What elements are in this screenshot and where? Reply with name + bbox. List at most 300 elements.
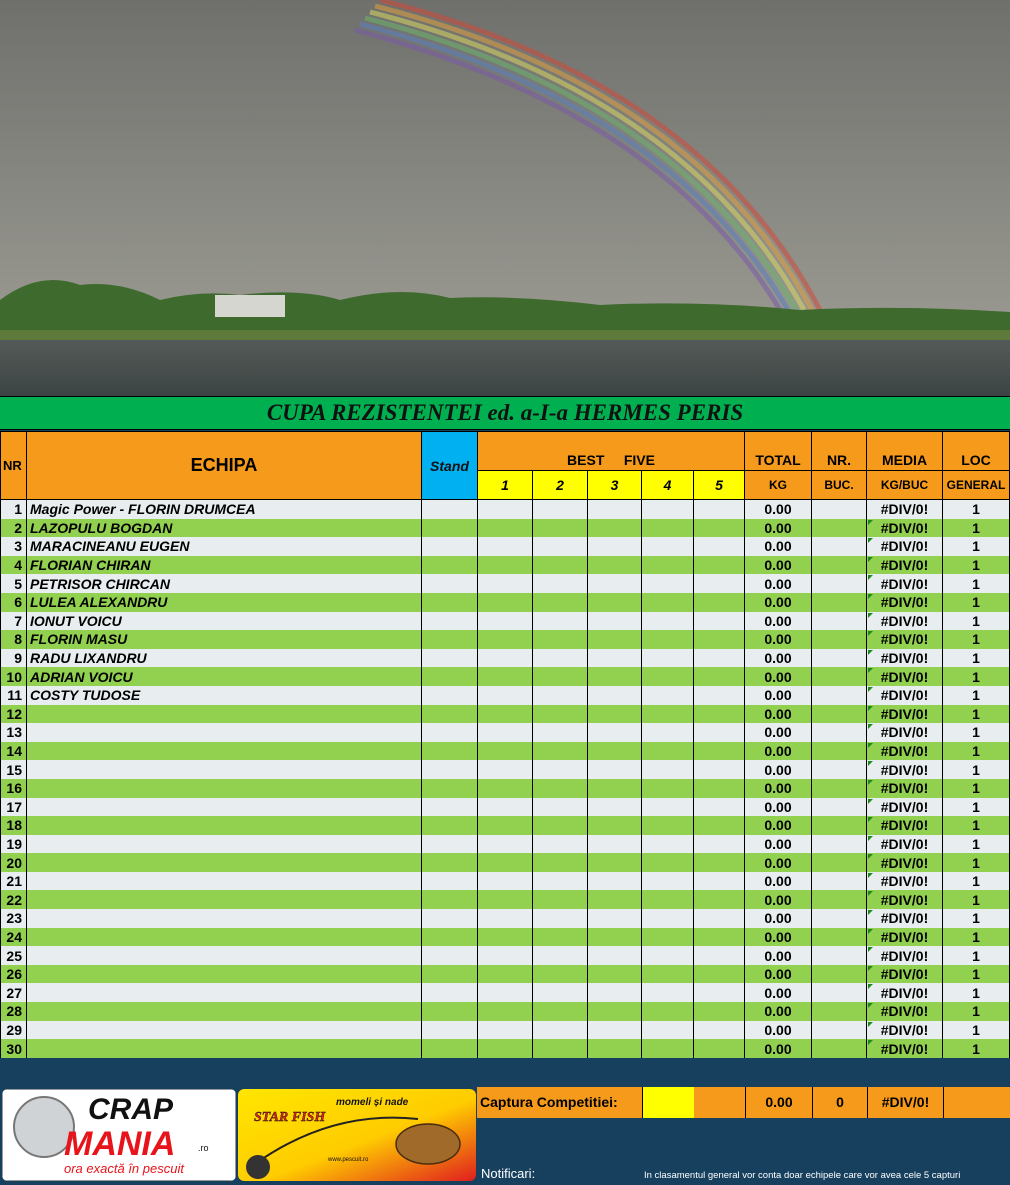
row-media: [867, 612, 943, 631]
row-media-value: #DIV/0!: [880, 519, 929, 536]
table-row: [1, 705, 1010, 724]
row-catch-2-cell: [533, 890, 588, 909]
row-catch-5-cell: [694, 686, 745, 705]
row-catch-5-cell: [694, 946, 745, 965]
row-catch-2-cell: [533, 723, 588, 742]
row-total-kg: 0.00: [745, 500, 812, 519]
row-media: [867, 798, 943, 817]
row-loc-general: 1: [943, 779, 1010, 798]
error-indicator-icon: [868, 668, 873, 673]
row-nr: 8: [1, 630, 27, 649]
row-catch-3-cell: [588, 983, 642, 1002]
table-row: [1, 667, 1010, 686]
header-nr-buc: NR.: [812, 432, 867, 471]
row-catch-3-cell: [588, 798, 642, 817]
row-nr: 13: [1, 723, 27, 742]
row-catch-1-cell: [478, 556, 533, 575]
row-catch-1-cell: [478, 928, 533, 947]
row-stand-cell: [422, 1002, 478, 1021]
header-loc-unit: GENERAL: [943, 471, 1010, 500]
row-catch-4-cell: [642, 835, 694, 854]
row-catch-2-cell: [533, 816, 588, 835]
row-media: [867, 1021, 943, 1040]
row-nr-buc-cell: [812, 574, 867, 593]
row-stand-cell: [422, 556, 478, 575]
table-row: [1, 500, 1010, 519]
row-nr: 17: [1, 798, 27, 817]
row-nr: 30: [1, 1039, 27, 1058]
error-indicator-icon: [868, 891, 873, 896]
row-stand-cell: [422, 649, 478, 668]
row-media: [867, 909, 943, 928]
row-total-kg: 0.00: [745, 1039, 812, 1058]
competition-catch-blank: [642, 1087, 694, 1118]
row-total-kg: 0.00: [745, 983, 812, 1002]
error-indicator-icon: [868, 761, 873, 766]
error-indicator-icon: [868, 836, 873, 841]
row-nr-buc-cell: [812, 686, 867, 705]
row-catch-2-cell: [533, 835, 588, 854]
row-stand-cell: [422, 537, 478, 556]
error-indicator-icon: [868, 594, 873, 599]
row-catch-1-cell: [478, 909, 533, 928]
row-total-kg: 0.00: [745, 723, 812, 742]
error-indicator-icon: [868, 557, 873, 562]
row-media: [867, 890, 943, 909]
row-catch-2-cell: [533, 500, 588, 519]
row-catch-2-cell: [533, 798, 588, 817]
header-catch-1: 1: [478, 471, 533, 500]
row-media-value: #DIV/0!: [880, 687, 929, 704]
row-catch-1-cell: [478, 667, 533, 686]
crapmania-logo-tagline: ora exactă în pescuit: [64, 1161, 184, 1176]
row-team-name: MARACINEANU EUGEN: [27, 537, 422, 556]
row-catch-1-cell: [478, 965, 533, 984]
error-indicator-icon: [868, 743, 873, 748]
header-stand: Stand: [422, 432, 478, 500]
row-stand-cell: [422, 983, 478, 1002]
row-catch-2-cell: [533, 1002, 588, 1021]
competition-catch-label: Captura Competitiei:: [477, 1087, 642, 1118]
row-total-kg: 0.00: [745, 872, 812, 891]
row-team-name: [27, 965, 422, 984]
row-total-kg: 0.00: [745, 612, 812, 631]
row-team-name: [27, 872, 422, 891]
row-catch-2-cell: [533, 946, 588, 965]
competition-catch-loc: [943, 1087, 1010, 1118]
competition-title: CUPA REZISTENTEI ed. a-I-a HERMES PERIS: [0, 396, 1010, 430]
row-catch-4-cell: [642, 556, 694, 575]
row-catch-4-cell: [642, 537, 694, 556]
row-loc-general: 1: [943, 519, 1010, 538]
row-nr: 25: [1, 946, 27, 965]
row-catch-5-cell: [694, 835, 745, 854]
starfish-logo-url: www.pescuit.ro: [328, 1157, 369, 1163]
row-media: [867, 593, 943, 612]
row-catch-4-cell: [642, 909, 694, 928]
row-media: [867, 723, 943, 742]
row-media-value: #DIV/0!: [880, 668, 929, 685]
row-loc-general: 1: [943, 1002, 1010, 1021]
row-team-name: [27, 1002, 422, 1021]
row-stand-cell: [422, 779, 478, 798]
row-catch-1-cell: [478, 853, 533, 872]
row-catch-2-cell: [533, 853, 588, 872]
row-team-name: [27, 1021, 422, 1040]
row-nr-buc-cell: [812, 853, 867, 872]
row-team-name: Magic Power - FLORIN DRUMCEA: [27, 500, 422, 519]
row-loc-general: 1: [943, 798, 1010, 817]
row-nr: 23: [1, 909, 27, 928]
table-row: [1, 779, 1010, 798]
header-photo-rainbow-lake: [0, 0, 1010, 396]
row-loc-general: 1: [943, 574, 1010, 593]
row-total-kg: 0.00: [745, 965, 812, 984]
row-catch-5-cell: [694, 872, 745, 891]
error-indicator-icon: [868, 947, 873, 952]
row-catch-2-cell: [533, 760, 588, 779]
row-loc-general: 1: [943, 853, 1010, 872]
row-media-value: #DIV/0!: [880, 817, 929, 834]
row-catch-2-cell: [533, 742, 588, 761]
row-loc-general: 1: [943, 500, 1010, 519]
row-catch-2-cell: [533, 872, 588, 891]
row-nr: 12: [1, 705, 27, 724]
table-row: [1, 760, 1010, 779]
row-catch-3-cell: [588, 965, 642, 984]
row-media-value: #DIV/0!: [880, 910, 929, 927]
row-catch-4-cell: [642, 1039, 694, 1058]
row-nr-buc-cell: [812, 1039, 867, 1058]
row-media-value: #DIV/0!: [880, 780, 929, 797]
row-stand-cell: [422, 890, 478, 909]
row-total-kg: 0.00: [745, 779, 812, 798]
row-catch-1-cell: [478, 983, 533, 1002]
row-media-value: #DIV/0!: [880, 557, 929, 574]
row-catch-3-cell: [588, 779, 642, 798]
row-loc-general: 1: [943, 537, 1010, 556]
error-indicator-icon: [868, 799, 873, 804]
row-nr: 28: [1, 1002, 27, 1021]
header-total: TOTAL: [745, 432, 812, 471]
row-loc-general: 1: [943, 649, 1010, 668]
row-loc-general: 1: [943, 890, 1010, 909]
error-indicator-icon: [868, 873, 873, 878]
row-team-name: PETRISOR CHIRCAN: [27, 574, 422, 593]
row-stand-cell: [422, 928, 478, 947]
row-loc-general: 1: [943, 705, 1010, 724]
row-stand-cell: [422, 1039, 478, 1058]
table-row: [1, 965, 1010, 984]
row-nr-buc-cell: [812, 556, 867, 575]
row-catch-4-cell: [642, 872, 694, 891]
row-team-name: [27, 983, 422, 1002]
row-media-value: #DIV/0!: [880, 724, 929, 741]
row-stand-cell: [422, 798, 478, 817]
row-team-name: [27, 816, 422, 835]
row-media: [867, 816, 943, 835]
table-row: [1, 612, 1010, 631]
row-team-name: FLORIN MASU: [27, 630, 422, 649]
row-media-value: #DIV/0!: [880, 612, 929, 629]
error-indicator-icon: [868, 575, 873, 580]
table-row: [1, 928, 1010, 947]
row-team-name: [27, 835, 422, 854]
competition-catch-filler: [694, 1087, 745, 1118]
row-stand-cell: [422, 872, 478, 891]
row-stand-cell: [422, 667, 478, 686]
row-catch-2-cell: [533, 705, 588, 724]
row-total-kg: 0.00: [745, 556, 812, 575]
row-media: [867, 835, 943, 854]
row-catch-4-cell: [642, 798, 694, 817]
row-media: [867, 946, 943, 965]
row-media-value: #DIV/0!: [880, 947, 929, 964]
row-loc-general: 1: [943, 1021, 1010, 1040]
row-catch-3-cell: [588, 519, 642, 538]
error-indicator-icon: [868, 929, 873, 934]
crapmania-logo-suffix: .ro: [198, 1143, 209, 1153]
row-catch-3-cell: [588, 890, 642, 909]
row-nr-buc-cell: [812, 798, 867, 817]
row-catch-2-cell: [533, 1021, 588, 1040]
row-catch-4-cell: [642, 1002, 694, 1021]
row-nr: 15: [1, 760, 27, 779]
row-catch-4-cell: [642, 686, 694, 705]
error-indicator-icon: [868, 1003, 873, 1008]
table-row: [1, 1021, 1010, 1040]
row-catch-4-cell: [642, 890, 694, 909]
row-stand-cell: [422, 612, 478, 631]
row-media-value: #DIV/0!: [880, 631, 929, 648]
row-catch-1-cell: [478, 1039, 533, 1058]
table-row: [1, 1002, 1010, 1021]
row-loc-general: 1: [943, 816, 1010, 835]
row-team-name: [27, 742, 422, 761]
row-nr-buc-cell: [812, 835, 867, 854]
row-catch-2-cell: [533, 779, 588, 798]
row-catch-3-cell: [588, 593, 642, 612]
row-catch-3-cell: [588, 649, 642, 668]
error-indicator-icon: [868, 706, 873, 711]
table-row: [1, 798, 1010, 817]
table-row: [1, 630, 1010, 649]
row-catch-4-cell: [642, 612, 694, 631]
row-media: #DIV/0!: [867, 500, 943, 519]
row-media-value: #DIV/0!: [880, 575, 929, 592]
row-nr: 22: [1, 890, 27, 909]
row-stand-cell: [422, 705, 478, 724]
crapmania-logo: [2, 1089, 236, 1181]
table-row: [1, 556, 1010, 575]
row-team-name: [27, 1039, 422, 1058]
row-nr: 20: [1, 853, 27, 872]
row-catch-3-cell: [588, 909, 642, 928]
row-total-kg: 0.00: [745, 946, 812, 965]
row-catch-5-cell: [694, 705, 745, 724]
row-nr: 1: [1, 500, 27, 519]
row-media: [867, 779, 943, 798]
row-nr: 24: [1, 928, 27, 947]
row-catch-1-cell: [478, 574, 533, 593]
row-catch-1-cell: [478, 649, 533, 668]
row-nr: 5: [1, 574, 27, 593]
row-nr: 18: [1, 816, 27, 835]
row-catch-4-cell: [642, 649, 694, 668]
starfish-logo-name: STAR FISH: [254, 1110, 326, 1125]
row-nr-buc-cell: [812, 760, 867, 779]
row-nr-buc-cell: [812, 612, 867, 631]
row-catch-4-cell: [642, 742, 694, 761]
row-media-value: #DIV/0!: [880, 984, 929, 1001]
row-catch-1-cell: [478, 742, 533, 761]
row-catch-3-cell: [588, 1021, 642, 1040]
row-catch-5-cell: [694, 630, 745, 649]
row-loc-general: 1: [943, 667, 1010, 686]
row-catch-1-cell: [478, 686, 533, 705]
row-nr: 16: [1, 779, 27, 798]
row-catch-2-cell: [533, 593, 588, 612]
row-team-name: LULEA ALEXANDRU: [27, 593, 422, 612]
row-catch-2-cell: [533, 1039, 588, 1058]
row-catch-3-cell: [588, 853, 642, 872]
row-nr-buc-cell: [812, 779, 867, 798]
row-team-name: [27, 798, 422, 817]
row-stand-cell: [422, 965, 478, 984]
header-echipa: ECHIPA: [27, 432, 422, 500]
row-media: [867, 705, 943, 724]
error-indicator-icon: [868, 910, 873, 915]
row-stand-cell: [422, 519, 478, 538]
table-row: [1, 519, 1010, 538]
row-catch-2-cell: [533, 537, 588, 556]
row-catch-1-cell: [478, 1002, 533, 1021]
row-nr: 7: [1, 612, 27, 631]
row-catch-3-cell: [588, 667, 642, 686]
row-media: [867, 556, 943, 575]
table-row: [1, 686, 1010, 705]
row-catch-1-cell: [478, 835, 533, 854]
row-catch-1-cell: [478, 872, 533, 891]
row-catch-4-cell: [642, 1021, 694, 1040]
row-catch-1-cell: [478, 816, 533, 835]
row-total-kg: 0.00: [745, 835, 812, 854]
table-row: [1, 593, 1010, 612]
row-catch-3-cell: [588, 816, 642, 835]
row-catch-3-cell: [588, 742, 642, 761]
row-catch-3-cell: [588, 686, 642, 705]
row-stand-cell: [422, 593, 478, 612]
row-nr: 4: [1, 556, 27, 575]
row-catch-5-cell: [694, 816, 745, 835]
row-catch-5-cell: [694, 1002, 745, 1021]
row-media-value: #DIV/0!: [880, 1003, 929, 1020]
row-catch-2-cell: [533, 574, 588, 593]
row-catch-3-cell: [588, 537, 642, 556]
row-catch-1-cell: [478, 890, 533, 909]
row-catch-5-cell: [694, 723, 745, 742]
row-stand-cell: [422, 742, 478, 761]
starfish-logo: [238, 1089, 476, 1181]
row-catch-4-cell: [642, 816, 694, 835]
row-team-name: IONUT VOICU: [27, 612, 422, 631]
row-catch-3-cell: [588, 946, 642, 965]
row-team-name: [27, 928, 422, 947]
row-media-value: #DIV/0!: [880, 835, 929, 852]
row-total-kg: 0.00: [745, 686, 812, 705]
row-team-name: [27, 890, 422, 909]
row-media-value: #DIV/0!: [880, 705, 929, 722]
row-team-name: RADU LIXANDRU: [27, 649, 422, 668]
row-media: [867, 853, 943, 872]
error-indicator-icon: [868, 1022, 873, 1027]
table-row: [1, 872, 1010, 891]
row-loc-general: 1: [943, 556, 1010, 575]
row-nr-buc-cell: [812, 723, 867, 742]
row-catch-5-cell: [694, 667, 745, 686]
error-indicator-icon: [868, 817, 873, 822]
competition-catch-media: #DIV/0!: [867, 1087, 943, 1118]
error-indicator-icon: [868, 966, 873, 971]
row-catch-3-cell: [588, 574, 642, 593]
error-indicator-icon: [868, 613, 873, 618]
row-total-kg: 0.00: [745, 816, 812, 835]
header-catch-5: 5: [694, 471, 745, 500]
row-team-name: [27, 705, 422, 724]
table-row: [1, 946, 1010, 965]
row-catch-3-cell: [588, 500, 642, 519]
row-nr: 3: [1, 537, 27, 556]
row-total-kg: 0.00: [745, 742, 812, 761]
row-catch-2-cell: [533, 556, 588, 575]
row-team-name: [27, 909, 422, 928]
row-loc-general: 1: [943, 742, 1010, 761]
row-media: [867, 983, 943, 1002]
table-row: [1, 890, 1010, 909]
row-media-value: #DIV/0!: [880, 594, 929, 611]
row-catch-4-cell: [642, 667, 694, 686]
row-loc-general: 1: [943, 760, 1010, 779]
table-row: [1, 853, 1010, 872]
row-media: [867, 630, 943, 649]
row-catch-5-cell: [694, 742, 745, 761]
row-catch-1-cell: [478, 705, 533, 724]
row-loc-general: 1: [943, 909, 1010, 928]
row-catch-3-cell: [588, 1002, 642, 1021]
row-total-kg: 0.00: [745, 537, 812, 556]
row-catch-5-cell: [694, 519, 745, 538]
row-nr-buc-cell: [812, 500, 867, 519]
row-catch-1-cell: [478, 723, 533, 742]
row-catch-3-cell: [588, 1039, 642, 1058]
row-catch-1-cell: [478, 612, 533, 631]
row-catch-4-cell: [642, 705, 694, 724]
row-nr-buc-cell: [812, 705, 867, 724]
row-loc-general: 1: [943, 835, 1010, 854]
row-total-kg: 0.00: [745, 909, 812, 928]
row-media: [867, 872, 943, 891]
row-stand-cell: [422, 853, 478, 872]
row-nr: 27: [1, 983, 27, 1002]
row-nr: 29: [1, 1021, 27, 1040]
row-loc-general: 1: [943, 928, 1010, 947]
competition-catch-total: 0.00: [745, 1087, 812, 1118]
row-catch-4-cell: [642, 760, 694, 779]
header-nr: NR: [1, 432, 27, 500]
error-indicator-icon: [868, 724, 873, 729]
table-row: [1, 742, 1010, 761]
row-catch-1-cell: [478, 1021, 533, 1040]
